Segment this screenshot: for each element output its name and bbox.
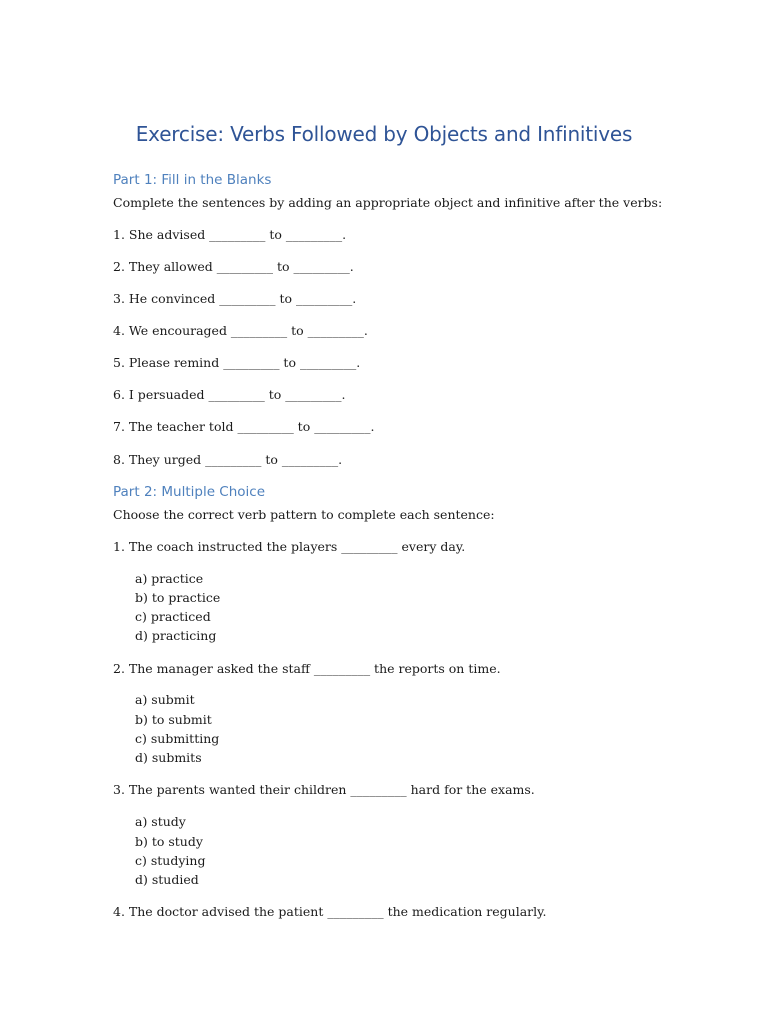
fill-blank-item-8: 8. They urged _________ to _________. (113, 452, 343, 467)
mc-option: b) to study (135, 834, 203, 849)
mc-question-4: 4. The doctor advised the patient _________ the medication regularly. (113, 904, 547, 919)
mc-question-2: 2. The manager asked the staff _________ the reports on time. (113, 661, 501, 676)
mc-option: b) to practice (135, 590, 221, 605)
mc-question-3: 3. The parents wanted their children _________ hard for the exams. (113, 782, 535, 797)
fill-blank-item-1: 1. She advised _________ to _________. (113, 227, 347, 242)
fill-blank-item-5: 5. Please remind _________ to _________. (113, 355, 361, 370)
mc-option: d) submits (135, 750, 202, 765)
fill-blank-item-3: 3. He convinced _________ to _________. (113, 291, 357, 306)
part1-instructions: Complete the sentences by adding an appropriate object and infinitive after the verbs: (113, 195, 663, 210)
mc-option: d) practicing (135, 628, 217, 643)
mc-option: c) studying (135, 853, 206, 868)
fill-blank-item-7: 7. The teacher told _________ to _________. (113, 419, 375, 434)
mc-option: c) submitting (135, 731, 220, 746)
part2-heading: Part 2: Multiple Choice (113, 484, 266, 500)
mc-option: a) submit (135, 692, 195, 707)
mc-option: a) study (135, 814, 186, 829)
page-title: Exercise: Verbs Followed by Objects and Infinitives (135, 122, 633, 146)
fill-blank-item-6: 6. I persuaded _________ to _________. (113, 387, 346, 402)
mc-option: d) studied (135, 872, 199, 887)
part2-instructions: Choose the correct verb pattern to complete each sentence: (113, 507, 495, 522)
fill-blank-item-4: 4. We encouraged _________ to _________. (113, 323, 368, 338)
mc-option: c) practiced (135, 609, 211, 624)
part1-heading: Part 1: Fill in the Blanks (113, 172, 272, 188)
fill-blank-item-2: 2. They allowed _________ to _________. (113, 259, 354, 274)
mc-option: b) to submit (135, 712, 212, 727)
mc-option: a) practice (135, 571, 204, 586)
mc-question-1: 1. The coach instructed the players _________ every day. (113, 539, 466, 554)
